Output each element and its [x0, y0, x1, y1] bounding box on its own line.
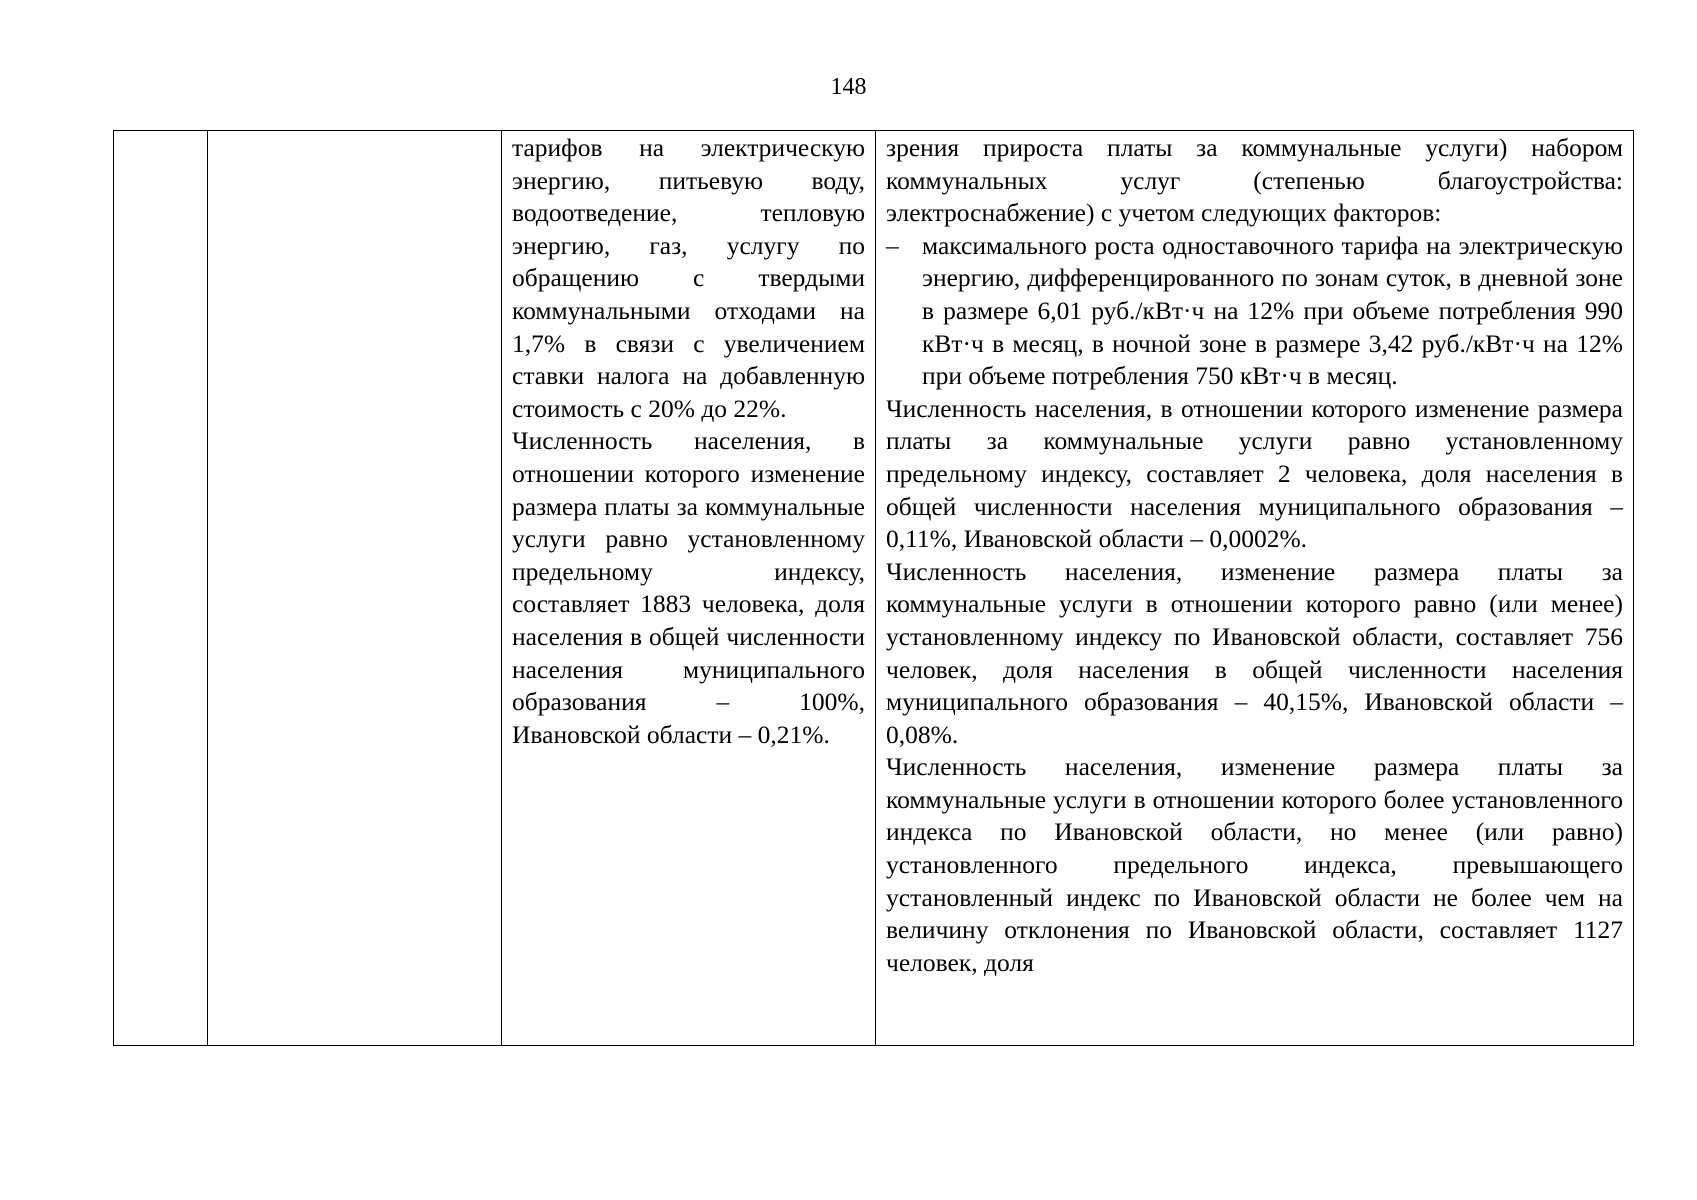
- list-item: [886, 230, 1623, 393]
- document-table: [113, 130, 1634, 1046]
- cell-content: [208, 131, 501, 132]
- paragraph: Численность населения, изменение размера платы за коммунальные услуги в отношении которого равно (или менее) установленному индексу по Ивановской области, составляет 756 человек, доля населения в общей численности населения муниципального образования – 40,15%, Ивановской области – 0,08%.: [886, 556, 1623, 749]
- table-row: [114, 131, 1634, 1046]
- table-cell-number: [114, 131, 208, 1046]
- list-dash-marker: –: [886, 230, 899, 260]
- paragraph-intro: зрения прироста платы за коммунальные услуги) набором коммунальных услуг (степенью благоустройства: электроснабжение) с учетом следующих факторов:: [886, 133, 1623, 228]
- table-cell-name: [208, 131, 502, 1046]
- cell-content: [502, 131, 875, 751]
- paragraph: Численность населения, в отношении которого изменение размера платы за коммунальные услуги равно установленному предельному индексу, составляет 1883 человека, доля населения в общей численности населения муниципального образования – 100%, Ивановской области – 0,21%.: [512, 426, 865, 749]
- table-cell-details: [876, 131, 1634, 1046]
- page-number: 148: [830, 74, 867, 100]
- list-item-text: максимального роста одноставочного тарифа на электрическую энергию, дифференцированного по зонам суток, в дневной зоне в размере 6,01 руб./кВт·ч на 12% при объеме потребления 990 кВт·ч в месяц, в ночной зоне в размере 3,42 руб./кВт·ч на 12% при объеме потребления 750 кВт·ч в месяц.: [922, 230, 1623, 391]
- table-cell-description: [502, 131, 876, 1046]
- paragraph: Численность населения, изменение размера платы за коммунальные услуги в отношении которого более установленного индекса по Ивановской области, но менее (или равно) установленного предельного индекса, превышающего установленный индекс по Ивановской области не более чем на величину отклонения по Ивановской области, составляет 1127 человек, доля: [886, 752, 1623, 977]
- cell-content: [876, 131, 1633, 979]
- paragraph: Численность населения, в отношении которого изменение размера платы за коммунальные услуги равно установленному предельному индексу, составляет 2 человека, доля населения в общей численности населения муниципального образования – 0,11%, Ивановской области – 0,0002%.: [886, 393, 1623, 554]
- paragraph: тарифов на электрическую энергию, питьевую воду, водоотведение, тепловую энергию, газ, услугу по обращению с твердыми коммунальными отходами на 1,7% в связи с увеличением ставки налога на добавленную стоимость с 20% до 22%.: [512, 133, 865, 423]
- cell-content: [114, 131, 207, 132]
